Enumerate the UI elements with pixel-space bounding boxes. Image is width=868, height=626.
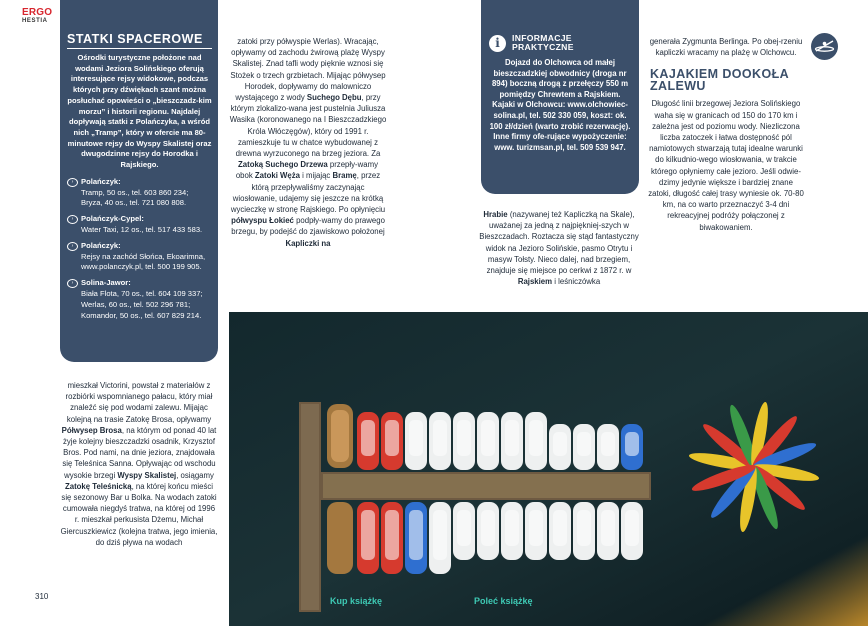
practical-info-box [481, 0, 639, 194]
pedalo-seat [409, 420, 423, 456]
right-column-text [647, 36, 805, 233]
pedalo-seat [433, 510, 447, 560]
mid2-bold: Rajskiem [517, 277, 553, 287]
mid-bold: Zatoką Suchego Drzewa [238, 160, 328, 170]
boat-trips-box [60, 0, 218, 362]
left-text: , na którym od ponad 40 lat żyje kolejny bieszczadzki osadnik, Krzysztof Bros. Pod nami, na dnie jeziora, znajdowała się Teleśnica Sanna. Opływając od wschodu wysokie brzegi [62, 425, 217, 480]
left-column-text [60, 380, 218, 548]
boat-route-line: Werlas, 60 os., tel. 502 296 781; [81, 299, 191, 309]
chevron-right-icon: › [67, 279, 78, 288]
practical-info-header [489, 34, 631, 52]
middle-column-continued [479, 209, 639, 287]
left-bold: Półwysep Brosa [61, 425, 122, 435]
mid-text: , przez którą przepływaliśmy zaczynając wiosłowanie, udajemy się jeszcze na krótką wycieczkę w stronę Rajskiego. Po opłynięciu [230, 171, 386, 215]
logo-bottom-text: HESTIA [22, 18, 48, 24]
boat-route-name: Polańczyk: [81, 240, 121, 250]
boat-route-name: Polańczyk: [81, 176, 121, 186]
left-bold: Zatokę Teleśnicką [64, 481, 132, 491]
pedalo-seat [505, 420, 519, 456]
mid2-text: (nazywanej też Kapliczką na Skale), uważanej za jedną z najpiękniej-szych w Bieszczadach. Roztacza się stąd fantastyczny widok na Jezioro Solińskie, pasmo Otrytu i masyw Tołsty. Nieco dalej, nad brzegiem, znajduje się miejsce po cerkwi z 1872 r. w [479, 210, 639, 276]
left-text: , osiągamy [176, 470, 214, 480]
left-bold: Wyspy Skalistej [117, 470, 177, 480]
mid2-text: i leśniczówka [554, 277, 601, 287]
mid-text: przepły-wamy obok [235, 160, 378, 181]
pedalo-seat [457, 510, 471, 546]
pedalo-seat [553, 510, 567, 546]
boat-route-line: Rejsy na zachód Słońca, Ekoarimna, [81, 251, 206, 261]
recommend-book-button[interactable]: Poleć książkę [474, 596, 533, 606]
pedalo-seat [409, 510, 423, 560]
mid2-bold: Hrabie [483, 210, 508, 219]
boat-route [67, 177, 212, 209]
boat-trips-title: STATKI SPACEROWE [67, 32, 212, 49]
kayak-title-line: KAJAKIEM DOOKOŁA [650, 67, 790, 82]
chevron-right-icon: › [67, 178, 78, 187]
pedalo-seat [601, 432, 615, 456]
pedalo-seat [361, 420, 375, 456]
boat-route [67, 278, 212, 321]
left-text: , na której końcu mieści się sezonowy Bar u Bolka. Na wodach zatoki cumowała niegdyś tratwa, na której od 1996 r. mieszkał perkusista Dżemu, Michał Giercuszkiewicz (kolejna tratwa, jego imienia, do dziś pływa na wodach [60, 481, 218, 547]
pedalo-seat [385, 510, 399, 560]
pedalo-seat [625, 510, 639, 546]
ergo-hestia-logo [22, 8, 58, 24]
info-title-line: INFORMACJE [512, 33, 572, 43]
practical-info-text: Dojazd do Olchowca od małej bieszczadzkiej obwodnicy (droga nr 894) boczną drogą z przełęczy 550 m pomiędzy Chrewtem a Rajskiem. Kajaki w Olchowcu: www.olchowiec-solina.pl, tel. 502 330 059, koszt: ok. 100 zł/dzień (warto zrobić rezerwację). Inne firmy ofe-rujące wypożyczenie: www. turizmsan.pl, tel. 509 539 947. [489, 58, 631, 152]
left-text: mieszkał Victorini, powstał z materiałów z rozbiórki wspomnianego pałacu, który miał znaleźć się pod wodami zalewu. Mijając kolejną na trasie Zatokę Brosa, opływamy [65, 381, 213, 424]
pier-aerial-photo [229, 312, 868, 626]
pedalo-seat [577, 510, 591, 546]
pedalo-seat [385, 420, 399, 456]
chevron-right-icon: › [67, 242, 78, 251]
mid-bold: Kapliczki na [285, 238, 331, 248]
mid-text: podpły-wamy do prawego brzegu, by podejść do zjawiskowo położonej [231, 216, 385, 237]
pedalo-seat [529, 420, 543, 456]
pedalo-seat [433, 420, 447, 456]
boat-route-line: Biała Flota, 70 os., tel. 604 109 337; [81, 288, 203, 298]
mid-bold: Zatoki Węża [254, 171, 300, 181]
kayak-title-line: ZALEWU [650, 79, 706, 94]
kayak-paragraph: Długość linii brzegowej Jeziora Solińskiego waha się w granicach od 150 do 170 km i zależna jest od poziomu wody. Niezliczona liczba zatoczek i łatwa dostępność pól namiotowych stwarzają tutaj idealne warunki do kilkudnio-wego wiosłowania, w trakcie którego opłyniemy całe jezioro. Jeśli odwie-dzimy jedynie większe i bardziej znane zatoki, długość całej trasy wyniesie ok. 70-80 km, na co warto przeznaczyć 3-4 dni rekreacyjnej podróży połączonej z biwakowaniem. [648, 99, 804, 232]
boat-route [67, 214, 212, 236]
chevron-right-icon: › [67, 215, 78, 224]
boat-route-line: Komandor, 50 os., tel. 607 829 214. [81, 310, 202, 320]
kayak-icon [811, 33, 838, 60]
buy-book-button[interactable]: Kup książkę [330, 596, 383, 606]
pedalo-seat [553, 432, 567, 456]
pedalo-seat [361, 510, 375, 560]
pedalo-seat [505, 510, 519, 546]
mid-text: zatoki przy półwyspie Werlas). Wracając, opływamy od zachodu żwirową plażę Wyspy Skalistej. Znad tafli wody pięknie wznosi się Stożek o trzech grzbietach. Mijając półwysep Horodek, dopływamy do malowniczo wystającego z wody [230, 37, 386, 103]
boat-route-line: Water Taxi, 12 os., tel. 517 433 583. [81, 224, 203, 234]
pedalo-seat [577, 432, 591, 456]
pedalo-seat [457, 420, 471, 456]
mid-bold: Bramę [332, 171, 357, 181]
page-number: 310 [35, 592, 49, 601]
boat-route-name: Polańczyk-Cypel: [81, 214, 144, 224]
boat-route-line: www.polanczyk.pl, tel. 500 199 905. [81, 262, 202, 272]
practical-info-title [512, 34, 574, 52]
kayak-section-title [650, 68, 805, 92]
mid-text: i mijając [302, 171, 331, 181]
boat-trips-intro: Ośrodki turystyczne położone nad wodami Jeziora Solińskiego oferują interesujące rejsy widokowe, podczas których przy dźwiękach szant można posłuchać opowieści o „bieszczadz-kim morzu” i historii regionu. Najdalej dopływają statki z Polańczyka, a wśród nich „Tramp”, który w ofercie ma 80-minutowe rejsy do Wyspy Skalistej oraz dwugodzinne rejsy do Horodka i Rajskiego. [67, 53, 212, 170]
mid-bold: półwyspu Łokieć [231, 216, 294, 226]
info-title-line: PRAKTYCZNE [512, 42, 574, 52]
boat-route-details [81, 177, 212, 209]
middle-column-text [229, 36, 387, 249]
mid-bold: Suchego Dębu [306, 93, 362, 103]
pedalo-seat [529, 510, 543, 546]
boat-route-line: Bryza, 40 os., tel. 721 080 808. [81, 198, 187, 208]
right-intro-paragraph: generała Zygmunta Berlinga. Po obej-rzeniu kapliczki wracamy na plażę w Olchowcu. [649, 37, 803, 58]
boat-routes-list [67, 177, 212, 322]
boat-route-details [81, 241, 212, 273]
boat-route-name: Solina-Jawor: [81, 278, 131, 288]
mid-text: Za [371, 149, 381, 159]
pedalo-seat [481, 510, 495, 546]
info-icon: i [489, 35, 506, 52]
boat-route [67, 241, 212, 273]
mid-text: , przy którym zlokalizo-wana jest pustelnia Juliusza Wasika (koronowanego na I Bieszczadzkiego Króla Włóczęgów), który od 1991 r. zamieszkuje tu w chatce wybudowanej z drewna wyrzuconego na brzeg jeziora. [229, 93, 387, 159]
boat-route-details [81, 214, 212, 236]
pedalo-seat [601, 510, 615, 546]
pedalo-seat [481, 420, 495, 456]
boat-route-details [81, 278, 212, 321]
logo-top-text: ERGO [22, 7, 53, 18]
boat-route-line: Tramp, 50 os., tel. 603 860 234; [81, 187, 189, 197]
pedalo-seat [625, 432, 639, 456]
